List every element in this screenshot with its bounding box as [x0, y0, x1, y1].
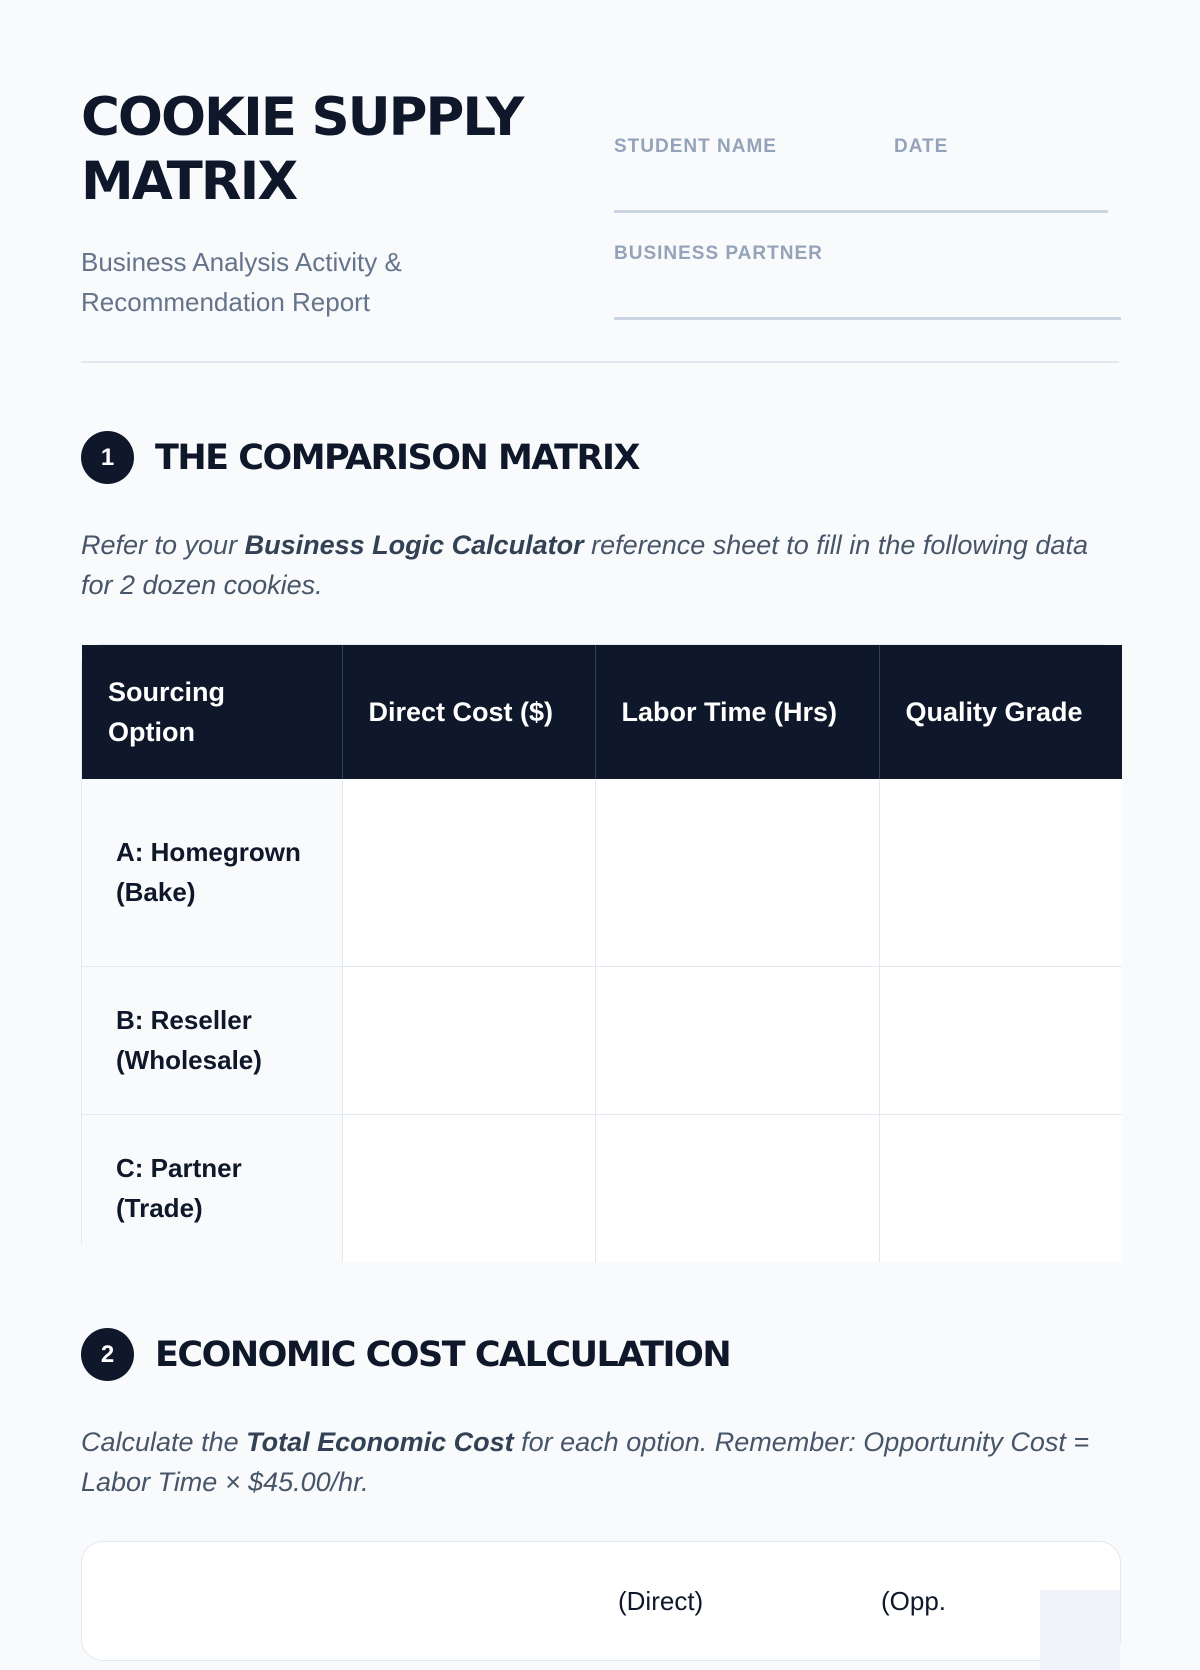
section-2-instructions	[81, 1422, 1121, 1502]
section-1-number-badge: 1	[81, 431, 134, 484]
section-1-heading	[81, 431, 639, 484]
column-header-direct-cost: Direct Cost ($)	[342, 645, 595, 779]
page-subtitle	[81, 242, 501, 322]
table-corner-cell	[1040, 1590, 1120, 1670]
economic-cost-table	[81, 1541, 1121, 1661]
section-1-instructions	[81, 525, 1121, 605]
title-line-2: MATRIX	[81, 151, 297, 212]
date-label: DATE	[894, 136, 949, 157]
subtitle-line-1: Business Analysis Activity &	[81, 247, 402, 277]
table-row	[82, 966, 1122, 1114]
business-partner-label: BUSINESS PARTNER	[614, 243, 823, 264]
labor-time-input-cell[interactable]	[595, 1114, 879, 1262]
column-header-opportunity-fragment: (Opp.	[881, 1586, 947, 1616]
direct-cost-input-cell[interactable]	[342, 779, 595, 966]
business-partner-field[interactable]	[614, 317, 1121, 320]
column-header-quality-grade: Quality Grade	[879, 645, 1122, 779]
table-row	[82, 779, 1122, 966]
section-2-number-badge: 2	[81, 1328, 134, 1381]
section-2-instruction-start: Calculate the	[81, 1427, 247, 1457]
subtitle-line-2: Recommendation Report	[81, 287, 371, 317]
student-name-date-field[interactable]	[614, 210, 1108, 213]
column-header-sourcing-option: Sourcing Option	[82, 645, 342, 779]
direct-cost-input-cell[interactable]	[342, 1114, 595, 1262]
section-1-instruction-emphasis: Business Logic Calculator	[244, 530, 584, 560]
quality-grade-input-cell[interactable]	[879, 966, 1122, 1114]
page-title	[81, 86, 581, 214]
worksheet-header	[81, 0, 1119, 363]
labor-time-input-cell[interactable]	[595, 966, 879, 1114]
direct-cost-input-cell[interactable]	[342, 966, 595, 1114]
section-2-instruction-emphasis: Total Economic Cost	[246, 1427, 514, 1457]
section-1-instruction-start: Refer to your	[81, 530, 245, 560]
quality-grade-input-cell[interactable]	[879, 1114, 1122, 1262]
student-name-label: STUDENT NAME	[614, 136, 777, 157]
row-label-homegrown: A: Homegrown (Bake)	[82, 779, 342, 966]
table-header-row	[82, 645, 1122, 779]
table-row	[82, 1114, 1122, 1262]
section-1-instruction-end: reference sheet to fill in the following data for 2 dozen cookies.	[81, 530, 1088, 600]
labor-time-input-cell[interactable]	[595, 779, 879, 966]
title-line-1: COOKIE SUPPLY	[81, 87, 523, 148]
column-header-labor-time: Labor Time (Hrs)	[595, 645, 879, 779]
section-2-title: ECONOMIC COST CALCULATION	[155, 1334, 731, 1375]
section-1-title: THE COMPARISON MATRIX	[155, 437, 639, 478]
column-header-direct-fragment: (Direct)	[618, 1586, 704, 1616]
comparison-matrix-table	[81, 644, 1121, 1262]
row-label-reseller: B: Reseller (Wholesale)	[82, 966, 342, 1114]
section-2-heading	[81, 1328, 730, 1381]
row-label-partner: C: Partner (Trade)	[82, 1114, 342, 1262]
quality-grade-input-cell[interactable]	[879, 779, 1122, 966]
section-2-instruction-end: for each option. Remember: Opportunity Cost = Labor Time × $45.00/hr.	[81, 1427, 1090, 1497]
